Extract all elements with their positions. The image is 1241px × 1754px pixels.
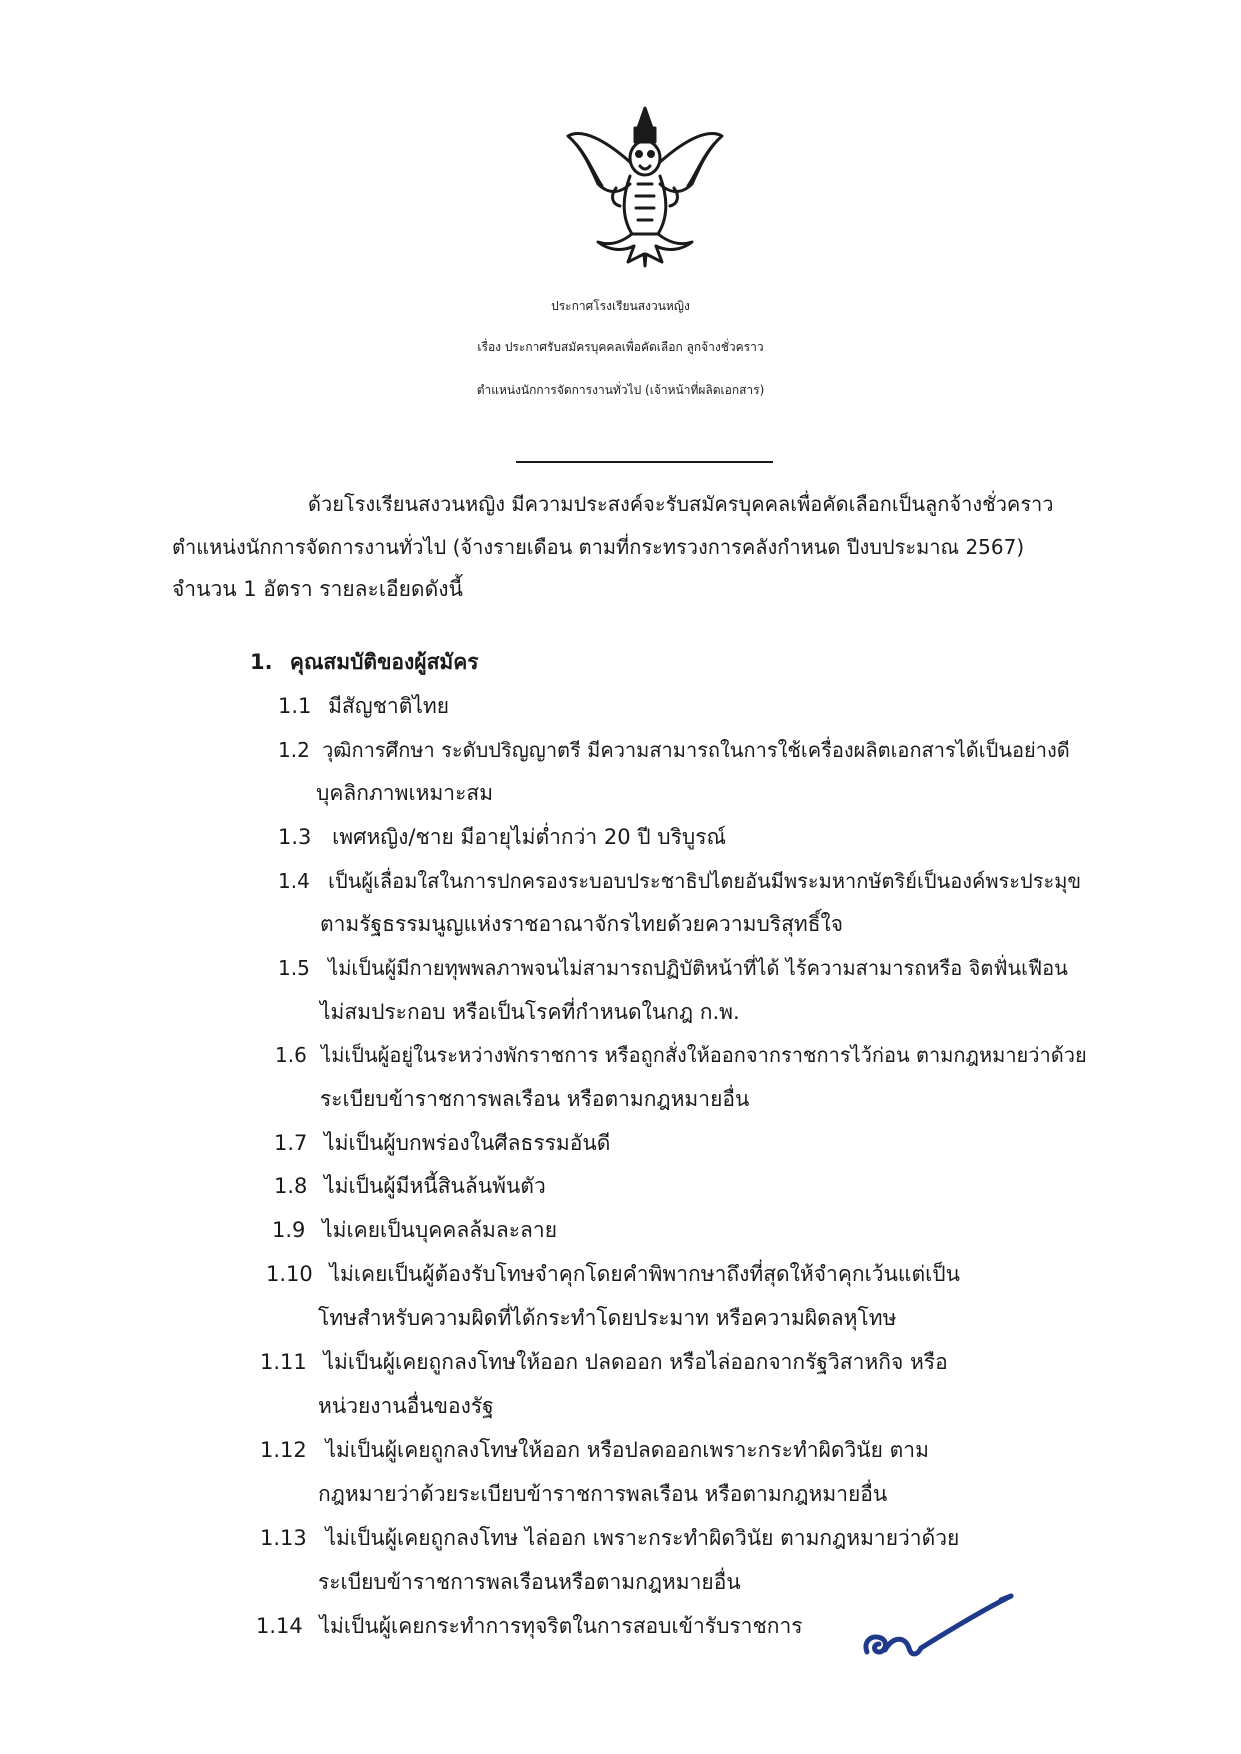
item-continuation: ตามรัฐธรรมนูญแห่งราชอาณาจักรไทยด้วยความบริสุทธิ์ใจ — [320, 912, 844, 936]
list-item — [266, 1264, 960, 1285]
item-number: 1.12 — [260, 1438, 307, 1462]
item-text: เพศหญิง/ชาย มีอายุไม่ต่ำกว่า 20 ปี บริบูรณ์ — [332, 825, 726, 849]
item-number: 1.11 — [260, 1350, 307, 1374]
document-position: ตำแหน่งนักการจัดการงานทั่วไป (เจ้าหน้าที่ผลิตเอกสาร) — [476, 383, 765, 397]
item-text: ไม่เป็นผู้อยู่ในระหว่างพักราชการ หรือถูกสั่งให้ออกจากราชการไว้ก่อน ตามกฎหมายว่าด้วย — [321, 1043, 1087, 1067]
item-text: มีสัญชาติไทย — [328, 694, 450, 718]
item-number: 1.4 — [278, 869, 310, 893]
list-item — [278, 958, 1068, 978]
item-number: 1.14 — [256, 1614, 303, 1638]
list-item — [274, 1133, 610, 1154]
item-continuation: โทษสำหรับความผิดที่ได้กระทำโดยประมาท หรือความผิดลหุโทษ — [318, 1306, 897, 1330]
list-item — [256, 1616, 803, 1637]
item-text: ไม่เคยเป็นผู้ต้องรับโทษจำคุกโดยคำพิพากษาถึงที่สุดให้จำคุกเว้นแต่เป็น — [329, 1262, 960, 1286]
list-item — [272, 1220, 557, 1241]
item-number: 1.2 — [278, 738, 310, 762]
list-item — [274, 1176, 546, 1197]
item-continuation: ไม่สมประกอบ หรือเป็นโรคที่กำหนดในกฎ ก.พ. — [320, 1000, 740, 1024]
item-text: ไม่เป็นผู้มีกายทุพพลภาพจนไม่สามารถปฏิบัติหน้าที่ได้ ไร้ความสามารถหรือ จิตฟั่นเฟือน — [328, 956, 1068, 980]
item-number: 1.1 — [278, 694, 312, 718]
item-text: ไม่เป็นผู้เคยกระทำการทุจริตในการสอบเข้ารับราชการ — [319, 1614, 803, 1638]
item-number: 1.3 — [278, 825, 312, 849]
item-text: ไม่เป็นผู้มีหนี้สินล้นพ้นตัว — [324, 1174, 546, 1198]
item-number: 1.6 — [275, 1043, 307, 1067]
item-continuation: กฎหมายว่าด้วยระเบียบข้าราชการพลเรือน หรือตามกฎหมายอื่น — [318, 1482, 888, 1506]
list-item — [278, 871, 1081, 891]
section-heading — [250, 652, 479, 673]
section-title: คุณสมบัติของผู้สมัคร — [289, 650, 479, 674]
item-continuation: หน่วยงานอื่นของรัฐ — [318, 1394, 494, 1418]
list-item — [260, 1528, 959, 1549]
section-number: 1. — [250, 650, 273, 674]
item-text: เป็นผู้เลื่อมใสในการปกครองระบอบประชาธิปไตยอันมีพระมหากษัตริย์เป็นองค์พระประมุข — [328, 869, 1082, 893]
item-text: ไม่เคยเป็นบุคคลล้มละลาย — [322, 1218, 558, 1242]
intro-line-1: ด้วยโรงเรียนสงวนหญิง มีความประสงค์จะรับสมัครบุคคลเพื่อคัดเลือกเป็นลูกจ้างชั่วคราว — [308, 492, 1054, 516]
item-number: 1.7 — [274, 1131, 308, 1155]
document-subject: เรื่อง ประกาศรับสมัครบุคคลเพื่อคัดเลือก ลูกจ้างชั่วคราว — [477, 340, 764, 354]
item-text: วุฒิการศึกษา ระดับปริญญาตรี มีความสามารถในการใช้เครื่องผลิตเอกสารได้เป็นอย่างดี — [322, 738, 1070, 762]
item-number: 1.5 — [278, 956, 310, 980]
intro-line-2: ตำแหน่งนักการจัดการงานทั่วไป (จ้างรายเดือน ตามที่กระทรวงการคลังกำหนด ปีงบประมาณ 2567) — [172, 535, 1025, 559]
list-item — [278, 740, 1070, 760]
handwritten-initial-icon — [855, 1590, 1025, 1672]
item-text: ไม่เป็นผู้เคยถูกลงโทษให้ออก หรือปลดออกเพราะกระทำผิดวินัย ตาม — [325, 1438, 929, 1462]
item-number: 1.13 — [260, 1526, 307, 1550]
list-item — [278, 827, 726, 848]
list-item — [275, 1045, 1087, 1065]
item-number: 1.10 — [266, 1262, 313, 1286]
item-text: ไม่เป็นผู้บกพร่องในศีลธรรมอันดี — [324, 1131, 611, 1155]
garuda-emblem-icon — [560, 100, 730, 270]
title-divider — [516, 461, 773, 463]
document-title: ประกาศโรงเรียนสงวนหญิง — [551, 299, 690, 313]
list-item — [278, 696, 449, 717]
item-text: ไม่เป็นผู้เคยถูกลงโทษ ไล่ออก เพราะกระทำผิดวินัย ตามกฎหมายว่าด้วย — [325, 1526, 960, 1550]
item-text: ไม่เป็นผู้เคยถูกลงโทษให้ออก ปลดออก หรือไล่ออกจากรัฐวิสาหกิจ หรือ — [323, 1350, 948, 1374]
item-number: 1.9 — [272, 1218, 306, 1242]
list-item — [260, 1440, 929, 1461]
item-continuation: บุคลิกภาพเหมาะสม — [316, 781, 494, 805]
item-number: 1.8 — [274, 1174, 308, 1198]
intro-line-3: จำนวน 1 อัตรา รายละเอียดดังนี้ — [172, 577, 463, 601]
item-continuation: ระเบียบข้าราชการพลเรือนหรือตามกฎหมายอื่น — [318, 1570, 741, 1594]
item-continuation: ระเบียบข้าราชการพลเรือน หรือตามกฎหมายอื่น — [320, 1087, 750, 1111]
list-item — [260, 1352, 948, 1373]
